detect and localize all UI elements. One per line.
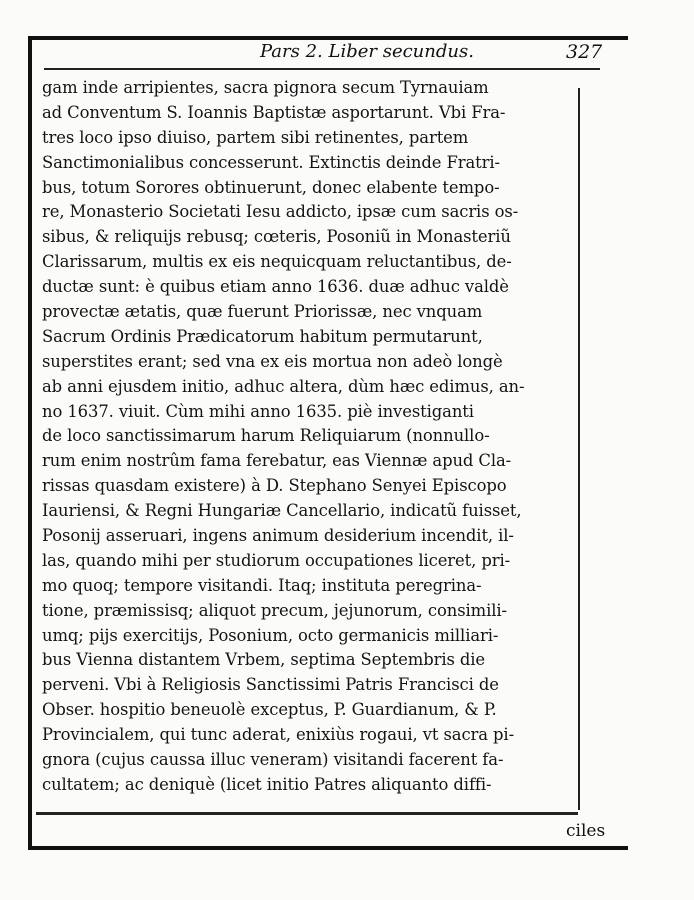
text-line: bus Vienna distantem Vrbem, septima Septembris die <box>42 650 486 670</box>
text-line: Sanctimonialibus concesserunt. Extinctis deinde Fratri- <box>42 152 500 172</box>
text-line: perveni. Vbi à Religiosis Sanctissimi Patris Francisci de <box>42 675 499 695</box>
scan-border-left <box>28 36 32 850</box>
text-line: gam inde arripientes, sacra pignora secum Tyrnauiam <box>42 78 489 97</box>
text-line: Sacrum Ordinis Prædicatorum habitum permutarunt, <box>42 326 483 346</box>
header-rule <box>44 68 600 70</box>
text-line: cultatem; ac deniquè (licet initio Patres aliquanto diffi- <box>42 774 492 794</box>
text-line: sibus, & reliquijs rebusq; cœteris, Posoniũ in Monasteriũ <box>42 227 511 247</box>
text-line: no 1637. viuit. Cùm mihi anno 1635. piè investiganti <box>42 401 474 421</box>
footer-rule <box>36 812 578 815</box>
text-line: ab anni ejusdem initio, adhuc altera, dùm hæc edimus, an- <box>42 376 525 396</box>
text-line: superstites erant; sed vna ex eis mortua non adeò longè <box>42 351 503 371</box>
text-line: gnora (cujus caussa illuc veneram) visitandi facerent fa- <box>42 750 504 770</box>
text-line: Obser. hospitio beneuolè exceptus, P. Guardianum, & P. <box>42 700 497 720</box>
text-line: las, quando mihi per studiorum occupationes liceret, pri- <box>42 550 511 570</box>
catchword: ciles <box>566 821 606 841</box>
text-line: rum enim nostrûm fama ferebatur, eas Viennæ apud Cla- <box>42 451 512 471</box>
text-line: tione, præmissisq; aliquot precum, jejunorum, consimili- <box>42 600 507 620</box>
text-line: ductæ sunt: è quibus etiam anno 1636. duæ adhuc valdè <box>42 277 509 297</box>
text-line: Clarissarum, multis ex eis nequicquam reluctantibus, de- <box>42 252 512 272</box>
text-line: re, Monasterio Societati Iesu addicto, ipsæ cum sacris os- <box>42 202 519 222</box>
right-text-rule <box>578 88 580 810</box>
page-number: 327 <box>566 41 603 63</box>
text-line: Provincialem, qui tunc aderat, enixiùs rogaui, vt sacra pi- <box>42 725 515 745</box>
text-line: Iauriensi, & Regni Hungariæ Cancellario, indicatũ fuisset, <box>42 501 522 521</box>
text-line: de loco sanctissimarum harum Reliquiarum (nonnullo- <box>42 426 490 446</box>
text-line: mo quoq; tempore visitandi. Itaq; instituta peregrina- <box>42 575 482 595</box>
text-line: bus, totum Sorores obtinuerunt, donec elabente tempo- <box>42 177 500 197</box>
running-head: Pars 2. Liber secundus. <box>260 41 474 62</box>
text-line: tres loco ipso diuiso, partem sibi retinentes, partem <box>42 127 469 147</box>
text-line: umq; pijs exercitijs, Posonium, octo germanicis milliari- <box>42 625 499 645</box>
text-line: Posonij asseruari, ingens animum desiderium incendit, il- <box>42 526 514 546</box>
text-line: rissas quasdam existere) à D. Stephano Senyei Episcopo <box>42 476 507 496</box>
scan-border-bottom <box>28 846 628 850</box>
text-line: provectæ ætatis, quæ fuerunt Priorissæ, nec vnquam <box>42 302 483 322</box>
body-text <box>42 76 572 798</box>
text-line: ad Conventum S. Ioannis Baptistæ asportarunt. Vbi Fra- <box>42 102 506 122</box>
